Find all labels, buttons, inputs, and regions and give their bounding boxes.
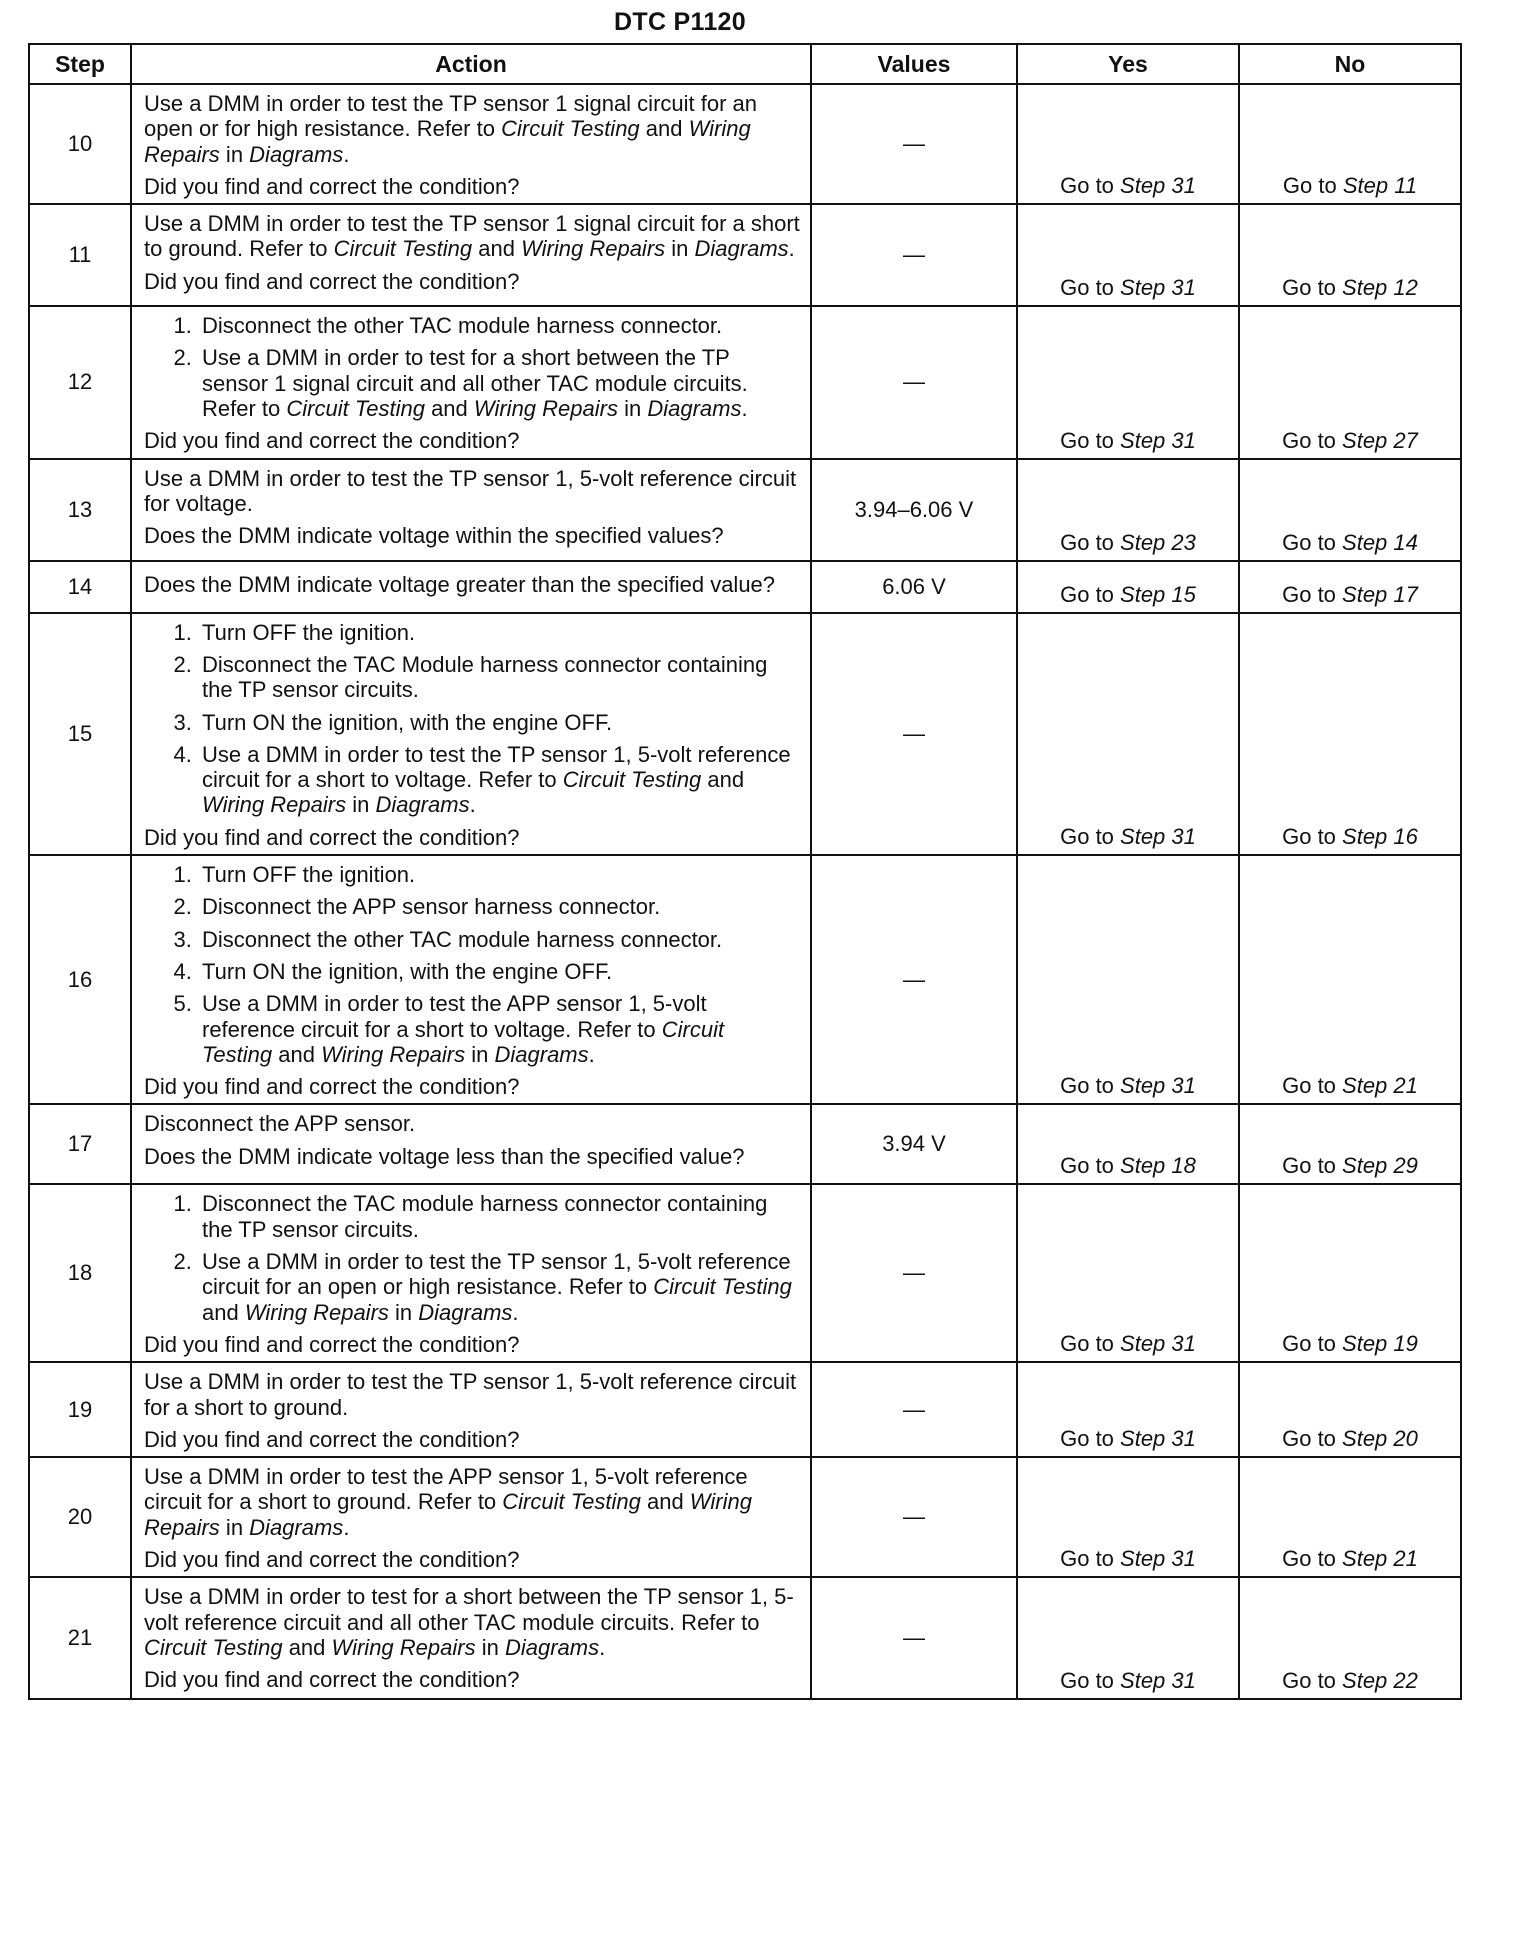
- go-to-step: Step 22: [1342, 1668, 1418, 1694]
- action-text: Use a DMM in order to test the TP sensor 1, 5-volt reference circuit for a short to ground.: [144, 1369, 797, 1420]
- reference-text: Wiring Repairs: [244, 1299, 389, 1325]
- go-to-label: Go to: [1060, 1331, 1121, 1357]
- go-to-step: Step 12: [1342, 275, 1418, 301]
- no-cell: [1239, 561, 1461, 613]
- table-row: [29, 561, 1461, 613]
- action-text: .: [512, 1299, 519, 1325]
- go-to-label: Go to: [1282, 1426, 1343, 1452]
- action-text: .: [788, 236, 795, 262]
- value-cell: —: [811, 1362, 1017, 1457]
- yes-cell: [1017, 1104, 1239, 1184]
- table-row: [29, 1362, 1461, 1457]
- action-text: Use a DMM in order to test the TP sensor 1, 5-volt reference circuit for an open or high resistance. Refer to: [202, 1249, 791, 1300]
- reference-text: Diagrams: [647, 396, 742, 422]
- value-cell: —: [811, 204, 1017, 306]
- action-text: and: [701, 767, 745, 793]
- action-text: Use a DMM in order to test the TP sensor 1 signal circuit for a short to ground. Refer to: [144, 211, 800, 262]
- go-to-label: Go to: [1060, 529, 1121, 555]
- action-cell: [131, 1104, 811, 1184]
- go-to-label: Go to: [1282, 1331, 1343, 1357]
- page-title: DTC P1120: [614, 8, 746, 36]
- reference-text: Diagrams: [504, 1634, 600, 1660]
- go-to-label: Go to: [1060, 581, 1121, 607]
- action-text: and: [272, 1041, 322, 1067]
- action-step-item: [198, 620, 800, 645]
- go-to-step: Step 14: [1342, 529, 1418, 555]
- go-to-label: Go to: [1060, 1668, 1121, 1694]
- reference-text: Circuit Testing: [202, 1016, 725, 1067]
- action-instruction: [144, 1369, 800, 1420]
- go-to-label: Go to: [1060, 1073, 1121, 1099]
- go-to-step: Step 21: [1342, 1073, 1418, 1099]
- go-to-step: Step 17: [1342, 581, 1418, 607]
- no-cell: [1239, 613, 1461, 855]
- action-text: Use a DMM in order to test the TP sensor 1 signal circuit for an open or for high resistance. Refer to: [144, 91, 758, 142]
- action-text: Turn OFF the ignition.: [202, 862, 416, 888]
- step-number: 13: [29, 459, 131, 561]
- go-to-label: Go to: [1282, 173, 1343, 199]
- value-cell: 3.94–6.06 V: [811, 459, 1017, 561]
- go-to-label: Go to: [1282, 529, 1343, 555]
- action-question: Did you find and correct the condition?: [144, 268, 520, 294]
- go-to-label: Go to: [1282, 1546, 1343, 1572]
- action-text: in: [617, 396, 648, 422]
- step-number: 19: [29, 1362, 131, 1457]
- go-to-label: Go to: [1060, 1426, 1121, 1452]
- action-text: and: [202, 1299, 245, 1325]
- go-to-step: Step 18: [1120, 1153, 1196, 1179]
- action-question: Did you find and correct the condition?: [144, 1331, 520, 1357]
- step-number: 12: [29, 306, 131, 458]
- action-question: Does the DMM indicate voltage greater than the specified value?: [144, 571, 776, 597]
- yes-cell: [1017, 84, 1239, 204]
- go-to-label: Go to: [1060, 173, 1121, 199]
- go-to-step: Step 31: [1120, 1426, 1196, 1452]
- action-step-item: [198, 652, 800, 703]
- action-question: Does the DMM indicate voltage less than the specified value?: [144, 1143, 745, 1169]
- action-cell: [131, 613, 811, 855]
- reference-text: Circuit Testing: [286, 396, 425, 422]
- header-step: Step: [29, 44, 131, 84]
- action-cell: [131, 84, 811, 204]
- action-text: and: [639, 116, 689, 142]
- no-cell: [1239, 84, 1461, 204]
- go-to-step: Step 31: [1120, 1546, 1196, 1572]
- step-number: 14: [29, 561, 131, 613]
- reference-text: Circuit Testing: [333, 236, 473, 262]
- action-step-item: [198, 991, 800, 1067]
- action-instruction: [144, 1464, 800, 1540]
- action-question: Did you find and correct the condition?: [144, 824, 520, 850]
- table-body: [29, 84, 1461, 1699]
- no-cell: [1239, 1104, 1461, 1184]
- no-cell: [1239, 855, 1461, 1104]
- action-step-item: [198, 959, 800, 984]
- action-text: in: [219, 1514, 250, 1540]
- value-cell: —: [811, 84, 1017, 204]
- action-text: .: [599, 1634, 606, 1660]
- no-cell: [1239, 1457, 1461, 1577]
- header-action: Action: [131, 44, 811, 84]
- yes-cell: [1017, 1184, 1239, 1362]
- no-cell: [1239, 204, 1461, 306]
- yes-cell: [1017, 306, 1239, 458]
- yes-cell: [1017, 1577, 1239, 1699]
- no-cell: [1239, 1362, 1461, 1457]
- header-values: Values: [811, 44, 1017, 84]
- value-cell: —: [811, 1457, 1017, 1577]
- reference-text: Diagrams: [494, 1041, 589, 1067]
- reference-text: Wiring Repairs: [521, 236, 666, 262]
- action-steps-list: [144, 313, 800, 421]
- go-to-step: Step 16: [1342, 824, 1418, 850]
- action-step-item: [198, 927, 800, 952]
- action-cell: [131, 1577, 811, 1699]
- go-to-step: Step 31: [1120, 1073, 1196, 1099]
- action-cell: [131, 204, 811, 306]
- go-to-step: Step 31: [1120, 173, 1196, 199]
- go-to-step: Step 29: [1342, 1153, 1418, 1179]
- action-text: in: [346, 792, 376, 818]
- table-row: [29, 306, 1461, 458]
- action-step-item: [198, 710, 800, 735]
- action-text: in: [219, 141, 250, 167]
- reference-text: Diagrams: [249, 1514, 344, 1540]
- reference-text: Circuit Testing: [562, 767, 702, 793]
- value-cell: —: [811, 1184, 1017, 1362]
- action-question: Did you find and correct the condition?: [144, 1426, 520, 1452]
- header-row: [29, 44, 1461, 84]
- reference-text: Wiring Repairs: [331, 1634, 476, 1660]
- go-to-label: Go to: [1282, 581, 1343, 607]
- yes-cell: [1017, 1362, 1239, 1457]
- action-step-item: [198, 894, 800, 919]
- action-text: and: [640, 1489, 690, 1515]
- value-cell: —: [811, 855, 1017, 1104]
- diagnostic-table: [28, 43, 1462, 1700]
- header-yes: Yes: [1017, 44, 1239, 84]
- reference-text: Diagrams: [694, 236, 789, 262]
- step-number: 15: [29, 613, 131, 855]
- step-number: 18: [29, 1184, 131, 1362]
- header-no: No: [1239, 44, 1461, 84]
- go-to-step: Step 15: [1120, 581, 1196, 607]
- reference-text: Diagrams: [375, 792, 470, 818]
- action-cell: [131, 306, 811, 458]
- go-to-step: Step 21: [1342, 1546, 1418, 1572]
- action-text: Use a DMM in order to test the APP sensor 1, 5-volt reference circuit for a short to voltage. Refer to: [202, 991, 707, 1042]
- action-steps-list: [144, 620, 800, 818]
- action-text: Disconnect the APP sensor.: [144, 1111, 416, 1137]
- go-to-step: Step 19: [1342, 1331, 1418, 1357]
- action-text: Use a DMM in order to test the TP sensor 1, 5-volt reference circuit for voltage.: [144, 465, 797, 516]
- action-text: and: [424, 396, 474, 422]
- action-text: in: [465, 1041, 495, 1067]
- action-text: .: [343, 1514, 350, 1540]
- go-to-step: Step 20: [1342, 1426, 1418, 1452]
- go-to-step: Step 31: [1120, 1331, 1196, 1357]
- table-row: [29, 459, 1461, 561]
- reference-text: Wiring Repairs: [144, 116, 751, 167]
- action-text: Disconnect the TAC Module harness connector containing the TP sensor circuits.: [202, 651, 768, 703]
- no-cell: [1239, 1577, 1461, 1699]
- action-cell: [131, 855, 811, 1104]
- table-row: [29, 613, 1461, 855]
- action-text: .: [741, 396, 748, 422]
- reference-text: Wiring Repairs: [473, 396, 618, 422]
- step-number: 20: [29, 1457, 131, 1577]
- table-row: [29, 855, 1461, 1104]
- no-cell: [1239, 459, 1461, 561]
- action-text: Turn ON the ignition, with the engine OFF.: [202, 958, 613, 984]
- action-text: Use a DMM in order to test the APP sensor 1, 5-volt reference circuit for a short to ground. Refer to: [144, 1464, 748, 1515]
- reference-text: Wiring Repairs: [144, 1489, 752, 1540]
- action-question: Did you find and correct the condition?: [144, 428, 520, 454]
- go-to-step: Step 31: [1120, 427, 1196, 453]
- reference-text: Diagrams: [249, 141, 344, 167]
- go-to-step: Step 31: [1120, 824, 1196, 850]
- go-to-label: Go to: [1282, 1668, 1343, 1694]
- action-text: in: [665, 236, 695, 262]
- action-instruction: [144, 1584, 800, 1660]
- reference-text: Circuit Testing: [502, 1489, 641, 1515]
- table-row: [29, 84, 1461, 204]
- go-to-step: Step 11: [1342, 173, 1418, 199]
- action-instruction: [144, 1111, 800, 1136]
- action-text: and: [282, 1634, 332, 1660]
- action-text: Turn ON the ignition, with the engine OFF.: [202, 709, 613, 735]
- go-to-label: Go to: [1282, 275, 1343, 301]
- step-number: 21: [29, 1577, 131, 1699]
- go-to-label: Go to: [1060, 1153, 1121, 1179]
- action-text: and: [472, 236, 522, 262]
- table-row: [29, 1457, 1461, 1577]
- reference-text: Wiring Repairs: [321, 1041, 466, 1067]
- action-text: .: [588, 1041, 595, 1067]
- action-cell: [131, 1457, 811, 1577]
- action-step-item: [198, 742, 800, 818]
- action-text: .: [343, 141, 350, 167]
- go-to-label: Go to: [1282, 824, 1343, 850]
- action-cell: [131, 1362, 811, 1457]
- go-to-label: Go to: [1282, 427, 1343, 453]
- action-text: Use a DMM in order to test for a short between the TP sensor 1 signal circuit and all other TAC module circuits. Refer to: [202, 345, 748, 422]
- action-instruction: [144, 91, 800, 167]
- action-step-item: [198, 1249, 800, 1325]
- reference-text: Circuit Testing: [501, 116, 640, 142]
- action-cell: [131, 1184, 811, 1362]
- go-to-label: Go to: [1060, 275, 1121, 301]
- step-number: 16: [29, 855, 131, 1104]
- step-number: 10: [29, 84, 131, 204]
- yes-cell: [1017, 561, 1239, 613]
- action-steps-list: [144, 1191, 800, 1324]
- table-row: [29, 1577, 1461, 1699]
- action-instruction: [144, 211, 800, 262]
- action-text: Use a DMM in order to test for a short between the TP sensor 1, 5-volt reference circuit and all other TAC module circuits. Refer to: [144, 1584, 794, 1635]
- step-number: 17: [29, 1104, 131, 1184]
- value-cell: —: [811, 613, 1017, 855]
- no-cell: [1239, 306, 1461, 458]
- action-question: Does the DMM indicate voltage within the specified values?: [144, 523, 724, 549]
- go-to-label: Go to: [1060, 824, 1121, 850]
- action-text: Disconnect the other TAC module harness connector.: [202, 313, 723, 339]
- table-row: [29, 1104, 1461, 1184]
- table-row: [29, 204, 1461, 306]
- value-cell: —: [811, 306, 1017, 458]
- go-to-step: Step 27: [1342, 427, 1418, 453]
- step-number: 11: [29, 204, 131, 306]
- action-question: Did you find and correct the condition?: [144, 1546, 520, 1572]
- yes-cell: [1017, 459, 1239, 561]
- action-question: Did you find and correct the condition?: [144, 1074, 520, 1100]
- action-question: Did you find and correct the condition?: [144, 173, 520, 199]
- reference-text: Diagrams: [418, 1299, 513, 1325]
- action-text: in: [475, 1634, 505, 1660]
- action-question: Did you find and correct the condition?: [144, 1667, 520, 1693]
- go-to-label: Go to: [1282, 1073, 1343, 1099]
- go-to-label: Go to: [1282, 1153, 1343, 1179]
- go-to-step: Step 31: [1120, 275, 1196, 301]
- action-text: Disconnect the APP sensor harness connector.: [202, 894, 661, 920]
- go-to-step: Step 31: [1120, 1668, 1196, 1694]
- action-instruction: [144, 466, 800, 517]
- value-cell: 3.94 V: [811, 1104, 1017, 1184]
- value-cell: 6.06 V: [811, 561, 1017, 613]
- yes-cell: [1017, 613, 1239, 855]
- yes-cell: [1017, 855, 1239, 1104]
- go-to-step: Step 23: [1120, 529, 1196, 555]
- action-text: Use a DMM in order to test the TP sensor 1, 5-volt reference circuit for a short to voltage. Refer to: [202, 741, 791, 793]
- value-cell: —: [811, 1577, 1017, 1699]
- action-text: Disconnect the other TAC module harness connector.: [202, 926, 723, 952]
- no-cell: [1239, 1184, 1461, 1362]
- action-text: in: [388, 1299, 419, 1325]
- action-text: Turn OFF the ignition.: [202, 619, 416, 645]
- go-to-label: Go to: [1060, 1546, 1121, 1572]
- action-step-item: [198, 345, 800, 421]
- action-text: .: [469, 792, 476, 818]
- reference-text: Circuit Testing: [653, 1274, 792, 1300]
- reference-text: Wiring Repairs: [202, 792, 347, 818]
- yes-cell: [1017, 204, 1239, 306]
- action-cell: [131, 561, 811, 613]
- yes-cell: [1017, 1457, 1239, 1577]
- action-text: Disconnect the TAC module harness connector containing the TP sensor circuits.: [202, 1191, 768, 1242]
- action-step-item: [198, 313, 800, 338]
- action-step-item: [198, 1191, 800, 1242]
- reference-text: Circuit Testing: [144, 1634, 283, 1660]
- table-row: [29, 1184, 1461, 1362]
- action-step-item: [198, 862, 800, 887]
- go-to-label: Go to: [1060, 427, 1121, 453]
- action-steps-list: [144, 862, 800, 1067]
- action-cell: [131, 459, 811, 561]
